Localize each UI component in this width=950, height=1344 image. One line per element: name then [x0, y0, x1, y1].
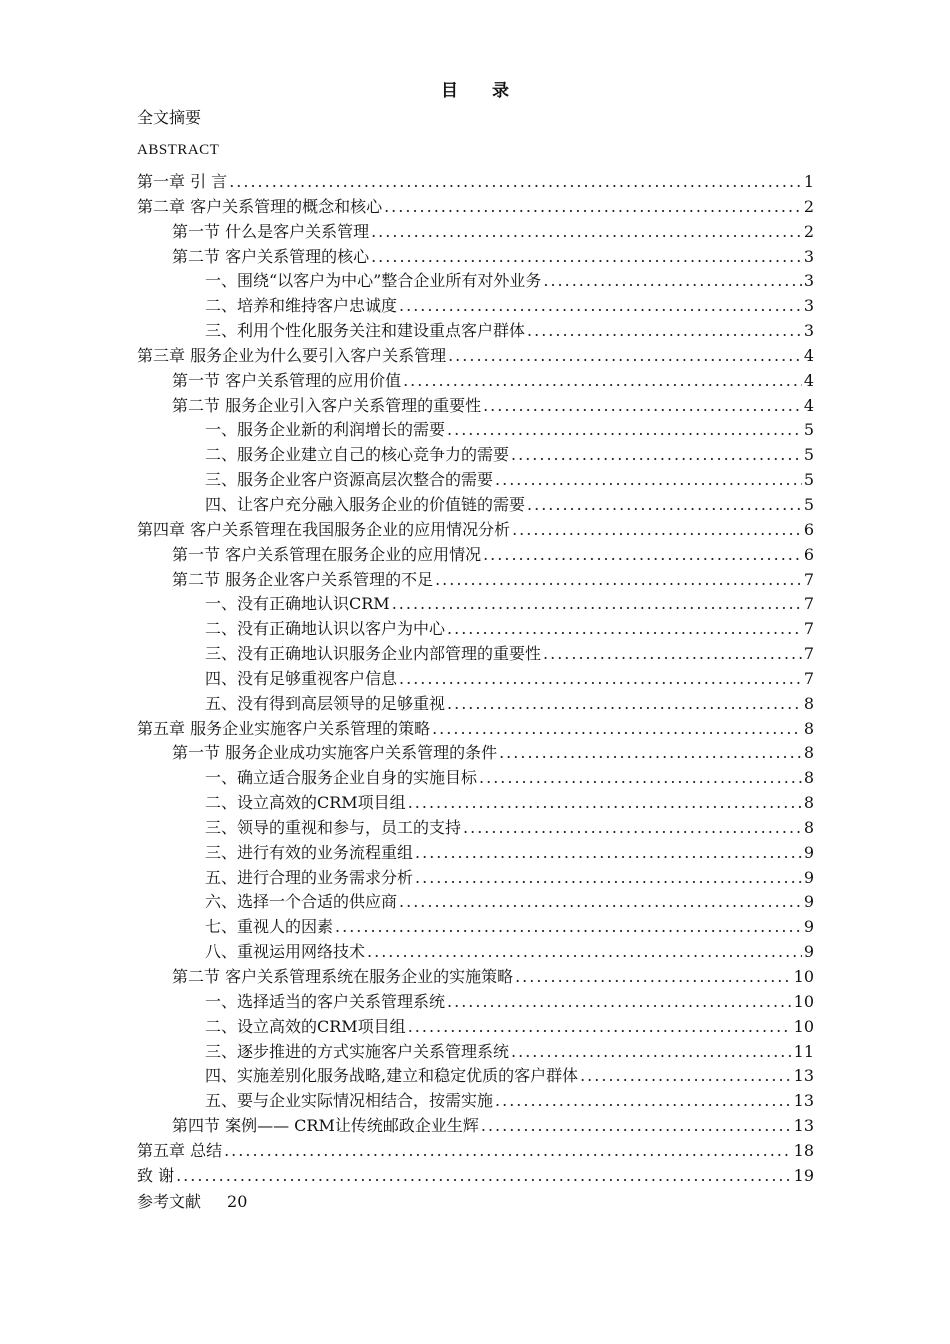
toc-leader-dots [495, 468, 802, 493]
toc-page-number: 8 [803, 693, 814, 713]
toc-row[interactable] [137, 592, 814, 617]
toc-row[interactable] [137, 369, 814, 394]
toc-row[interactable] [137, 692, 814, 717]
toc-row[interactable] [137, 816, 814, 841]
toc-page-number: 13 [793, 1116, 814, 1136]
toc-leader-dots [495, 1089, 792, 1114]
toc-entry-text: 一、围绕“以客户为中心”整合企业所有对外业务 [205, 271, 542, 291]
toc-leader-dots [511, 443, 802, 468]
toc-row[interactable] [137, 766, 814, 791]
toc-row[interactable] [137, 443, 814, 468]
toc-row[interactable] [137, 1139, 814, 1164]
toc-entry-text: 二、服务企业建立自己的核心竞争力的需要 [205, 445, 510, 465]
toc-entry-text: 二、没有正确地认识以客户为中心 [205, 619, 446, 639]
toc-entry-text: 第二节 服务企业客户关系管理的不足 [172, 569, 434, 589]
toc-page-number: 9 [803, 917, 814, 937]
toc-page-number: 2 [803, 221, 814, 241]
toc-row[interactable] [137, 245, 814, 270]
toc-row[interactable] [137, 568, 814, 593]
toc-leader-dots [399, 890, 802, 915]
toc-entry-text: 第二节 客户关系管理的核心 [172, 246, 370, 266]
toc-row[interactable] [137, 841, 814, 866]
toc-page-number: 10 [793, 967, 814, 986]
toc-leader-dots [408, 1015, 792, 1040]
toc-entry-text: 八、重视运用网络技术 [205, 942, 366, 962]
toc-leader-dots [543, 642, 802, 667]
toc-leader-dots [367, 940, 802, 965]
toc-page-number: 9 [803, 892, 814, 912]
toc-leader-dots [512, 518, 802, 543]
toc-entry-text: 第一章 引 言 [137, 172, 228, 191]
toc-leader-dots [483, 543, 802, 568]
toc-page-number: 2 [803, 196, 814, 216]
references-label: 参考文献 [137, 1192, 202, 1211]
toc-page-number: 19 [793, 1165, 814, 1185]
toc-page-number: 9 [803, 842, 814, 862]
toc-page-number: 5 [803, 445, 814, 465]
toc-leader-dots [415, 866, 802, 891]
toc-page-number: 4 [803, 395, 814, 415]
toc-row[interactable] [137, 642, 814, 667]
toc-leader-dots [176, 1164, 792, 1189]
toc-leader-dots [448, 344, 802, 369]
toc-entry-text: 第一节 客户关系管理在服务企业的应用情况 [172, 544, 482, 564]
toc-page-number: 3 [803, 296, 814, 316]
toc-page-number: 3 [803, 271, 814, 291]
toc-entry-text: 第二节 客户关系管理系统在服务企业的实施策略 [172, 967, 514, 986]
toc-entry-text: 第三章 服务企业为什么要引入客户关系管理 [137, 345, 447, 365]
toc-row[interactable] [137, 493, 814, 518]
toc-leader-dots [403, 369, 802, 394]
toc-row[interactable] [137, 791, 814, 816]
toc-row[interactable] [137, 915, 814, 940]
toc-entry-text: 五、没有得到高层领导的足够重视 [205, 693, 446, 713]
toc-entry-text: 四、没有足够重视客户信息 [205, 668, 398, 688]
toc-leader-dots [479, 766, 802, 791]
toc-row[interactable] [137, 518, 814, 543]
toc-row[interactable] [137, 294, 814, 319]
toc-row[interactable] [137, 394, 814, 419]
toc-row[interactable] [137, 1164, 814, 1189]
toc-entry-text: 一、选择适当的客户关系管理系统 [205, 991, 446, 1011]
toc-page-number: 4 [803, 370, 814, 390]
toc-entry-text: 一、服务企业新的利润增长的需要 [205, 420, 446, 440]
toc-page-number: 7 [803, 569, 814, 589]
toc-page-number: 18 [793, 1140, 814, 1160]
toc-page-number: 8 [803, 718, 814, 738]
toc-leader-dots [481, 1114, 792, 1139]
toc-page-number: 7 [803, 644, 814, 664]
toc-row[interactable] [137, 667, 814, 692]
toc-entry-text: 第五章 总结 [137, 1140, 223, 1160]
toc-entry-text: 七、重视人的因素 [205, 917, 334, 937]
toc-leader-dots [224, 1139, 792, 1164]
toc-row[interactable] [137, 220, 814, 245]
toc-row[interactable] [137, 269, 814, 294]
toc-page-number: 13 [793, 1066, 814, 1086]
toc-page-number: 10 [793, 991, 814, 1011]
toc-page-number: 7 [803, 594, 814, 614]
toc-leader-dots [515, 965, 792, 990]
toc-entry-text: 三、逐步推进的方式实施客户关系管理系统 [205, 1041, 510, 1061]
toc-row[interactable] [137, 965, 814, 990]
toc-row[interactable] [137, 170, 814, 195]
toc-row[interactable] [137, 1089, 814, 1114]
toc-entry-text: 一、没有正确地认识CRM [205, 594, 390, 614]
toc-page-number: 7 [803, 668, 814, 688]
toc-entry-text: 五、进行合理的业务需求分析 [205, 867, 414, 887]
toc-row[interactable] [137, 617, 814, 642]
toc-entry-text: 三、利用个性化服务关注和建设重点客户群体 [205, 321, 526, 341]
toc-entry-text: 四、实施差别化服务战略,建立和稳定优质的客户群体 [205, 1066, 579, 1086]
toc-entry-text: 四、让客户充分融入服务企业的价值链的需要 [205, 494, 526, 514]
toc-entry-text: 二、培养和维持客户忠诚度 [205, 296, 398, 316]
toc-row[interactable] [137, 468, 814, 493]
toc-page-number: 1 [803, 172, 814, 191]
toc-page-number: 7 [803, 619, 814, 639]
toc-page-number: 3 [803, 321, 814, 341]
toc-leader-dots [432, 717, 802, 742]
toc-leader-dots [435, 568, 802, 593]
toc-page-number: 6 [803, 519, 814, 539]
toc-entry-text: 第一节 服务企业成功实施客户关系管理的条件 [172, 743, 498, 763]
table-of-contents [137, 170, 814, 1189]
toc-leader-dots [399, 294, 802, 319]
toc-leader-dots [371, 220, 802, 245]
toc-page-number: 11 [793, 1041, 814, 1061]
toc-row[interactable] [137, 940, 814, 965]
toc-page-number: 4 [803, 345, 814, 365]
toc-entry-text: 五、要与企业实际情况相结合，按需实施 [205, 1091, 494, 1111]
abstract-entry[interactable]: ABSTRACT [137, 142, 220, 158]
toc-entry-text: 致 谢 [137, 1165, 175, 1185]
toc-entry-text: 二、设立高效的CRM项目组 [205, 793, 406, 813]
toc-leader-dots [580, 1064, 792, 1089]
toc-page-number: 8 [803, 793, 814, 813]
toc-leader-dots [499, 741, 802, 766]
toc-leader-dots [463, 816, 802, 841]
toc-page-number: 9 [803, 942, 814, 962]
toc-page-number: 13 [793, 1091, 814, 1111]
toc-entry-text: 第一节 客户关系管理的应用价值 [172, 370, 402, 390]
toc-leader-dots [447, 990, 792, 1015]
toc-leader-dots [527, 493, 802, 518]
toc-entry-text: 第五章 服务企业实施客户关系管理的策略 [137, 718, 431, 738]
toc-page-number: 5 [803, 494, 814, 514]
toc-row[interactable] [137, 1040, 814, 1065]
toc-page-number: 6 [803, 544, 814, 564]
toc-row[interactable] [137, 344, 814, 369]
toc-row[interactable] [137, 195, 814, 220]
toc-leader-dots [229, 170, 802, 195]
toc-row[interactable] [137, 741, 814, 766]
toc-entry-text: 三、领导的重视和参与，员工的支持 [205, 817, 462, 837]
toc-page-number: 9 [803, 867, 814, 887]
toc-leader-dots [483, 394, 802, 419]
toc-leader-dots [527, 319, 802, 344]
toc-leader-dots [447, 418, 802, 443]
toc-leader-dots [543, 269, 801, 294]
toc-entry-text: 三、进行有效的业务流程重组 [205, 842, 414, 862]
toc-page-number: 5 [803, 470, 814, 490]
references-entry[interactable] [137, 1190, 247, 1214]
toc-page-number: 8 [803, 768, 814, 788]
toc-row[interactable] [137, 890, 814, 915]
toc-page-number: 3 [803, 246, 814, 266]
page-title: 目 录 [441, 81, 523, 101]
toc-entry-text: 二、设立高效的CRM项目组 [205, 1016, 406, 1036]
toc-page-number: 10 [793, 1016, 814, 1036]
toc-entry-text: 第四节 案例—— CRM让传统邮政企业生辉 [172, 1116, 479, 1136]
toc-entry-text: 三、服务企业客户资源高层次整合的需要 [205, 470, 494, 490]
toc-entry-text: 一、确立适合服务企业自身的实施目标 [205, 768, 478, 788]
toc-row[interactable] [137, 319, 814, 344]
toc-leader-dots [447, 617, 802, 642]
toc-row[interactable] [137, 1064, 814, 1089]
toc-page-number: 8 [803, 817, 814, 837]
toc-entry-text: 第一节 什么是客户关系管理 [172, 221, 370, 241]
toc-entry-text: 三、没有正确地认识服务企业内部管理的重要性 [205, 644, 542, 664]
toc-row[interactable] [137, 418, 814, 443]
toc-leader-dots [335, 915, 802, 940]
toc-leader-dots [447, 692, 802, 717]
toc-row[interactable] [137, 717, 814, 742]
toc-row[interactable] [137, 543, 814, 568]
toc-row[interactable] [137, 1015, 814, 1040]
toc-page-number: 5 [803, 420, 814, 440]
toc-entry-text: 第二节 服务企业引入客户关系管理的重要性 [172, 395, 482, 415]
toc-row[interactable] [137, 866, 814, 891]
toc-leader-dots [371, 245, 802, 270]
toc-page-number: 8 [803, 743, 814, 763]
toc-leader-dots [384, 195, 802, 220]
toc-leader-dots [511, 1040, 792, 1065]
toc-leader-dots [408, 791, 802, 816]
toc-entry-text: 第四章 客户关系管理在我国服务企业的应用情况分析 [137, 519, 511, 539]
toc-entry-text: 六、选择一个合适的供应商 [205, 892, 398, 912]
toc-entry-text: 第二章 客户关系管理的概念和核心 [137, 196, 383, 216]
toc-leader-dots [399, 667, 802, 692]
toc-leader-dots [392, 592, 802, 617]
toc-leader-dots [415, 841, 802, 866]
toc-row[interactable] [137, 1114, 814, 1139]
summary-entry[interactable]: 全文摘要 [137, 108, 202, 127]
toc-row[interactable] [137, 990, 814, 1015]
references-page: 20 [227, 1192, 248, 1211]
